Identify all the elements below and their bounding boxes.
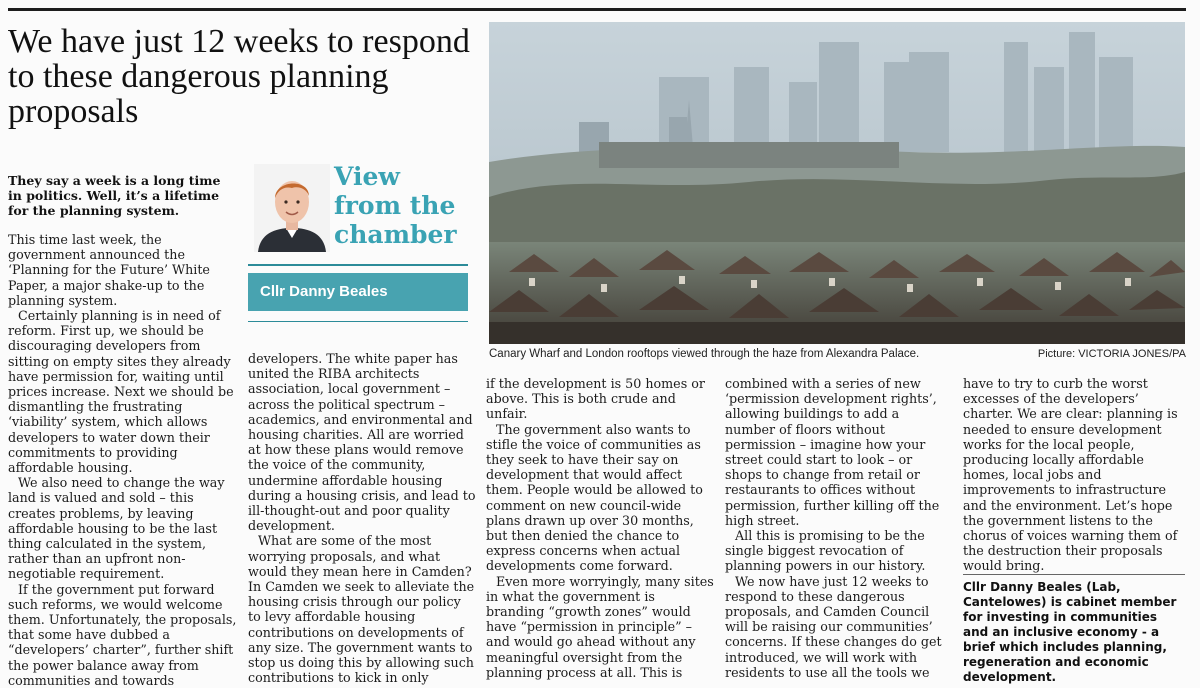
paragraph: What are some of the most worrying proposals, and what would they mean here in Camden? In Camden we seek to alleviate the housing crisis through our policy to levy affordable housing contributions on developments of any size. The government wants to stop us doing this by allowing such contributions to kick in only bbox=[248, 533, 475, 686]
paragraph: Even more worryingly, many sites in what the government is branding “growth zones” would have “permission in principle” – and would go ahead without any meaningful oversight from the planning process at all. This is bbox=[486, 573, 714, 680]
paragraph: If the government put forward such reforms, we would welcome them. Unfortunately, the proposals, that some have dubbed a “developers’ charter”, further shift the power balance away from communities and towards bbox=[8, 581, 237, 688]
column-title-line: from the bbox=[334, 191, 456, 220]
london-skyline-photo bbox=[489, 22, 1185, 344]
paragraph: The government also wants to stifle the voice of communities as they seek to have their say on development that would affect them. People would be allowed to comment on new council-wide plans drawn up over 30 months, but then denied the chance to express concerns when actual developments come forward. bbox=[486, 421, 703, 574]
bio-rule bbox=[963, 574, 1185, 575]
column-title-line: View bbox=[334, 162, 400, 191]
author-bio: Cllr Danny Beales (Lab, Cantelowes) is cabinet member for investing in communities and an inclusive economy - a brief which includes planning, regeneration and economic development. bbox=[963, 580, 1177, 684]
body-column-2 bbox=[248, 351, 476, 685]
body-column-5 bbox=[963, 376, 1185, 574]
top-rule bbox=[8, 8, 1186, 11]
author-byline: Cllr Danny Beales bbox=[248, 273, 468, 311]
photo-caption: Canary Wharf and London rooftops viewed through the haze from Alexandra Palace. bbox=[489, 348, 920, 360]
paragraph: combined with a series of new ‘permission development rights’, allowing buildings to add a number of floors without permission – imagine how your street could start to look – or shops to change from retail or restaurants to offices without permission, further killing off the high street. bbox=[725, 376, 940, 528]
photo-credit: Picture: VICTORIA JONES/PA bbox=[1037, 348, 1186, 360]
column-title bbox=[334, 162, 474, 249]
author-photo bbox=[254, 164, 330, 252]
paragraph: if the development is 50 homes or above. This is both crude and unfair. bbox=[486, 376, 705, 422]
article-photo bbox=[489, 22, 1185, 344]
standfirst: They say a week is a long time in politics. Well, it’s a lifetime for the planning system. bbox=[8, 173, 221, 218]
paragraph: have to try to curb the worst excesses of the developers’ charter. We are clear: planning is needed to ensure development works for the local people, producing locally affordable homes, local jobs and improvements to infrastructure and the environment. Let’s hope the government listens to the chorus of voices warning them of the destruction their proposals would bring. bbox=[963, 376, 1178, 574]
headline: We have just 12 weeks to respond to these dangerous planning proposals bbox=[8, 23, 470, 130]
column-box bbox=[248, 160, 468, 330]
column-rule bbox=[248, 321, 468, 322]
paragraph: We also need to change the way land is valued and sold – this creates problems, by leaving affordable housing to be the last thing calculated in the system, rather than an upfront non-negotiable requirement. bbox=[8, 475, 225, 582]
column-rule bbox=[248, 264, 468, 266]
column-title-line: chamber bbox=[334, 220, 457, 249]
paragraph: Certainly planning is in need of reform. First up, we should be discouraging developers from sitting on empty sites they already have permission for, waiting until prices increase. Next we should be dismantling the frustrating ‘viability’ system, which allows developers to water down their commitments to providing affordable housing. bbox=[8, 308, 234, 476]
paragraph: developers. The white paper has united the RIBA architects association, local government – across the political spectrum – academics, and environmental and housing charities. All are worried at how these plans would remove the voice of the community, undermine affordable housing during a housing crisis, and lead to ill-thought-out and poor quality development. bbox=[248, 351, 476, 534]
paragraph: All this is promising to be the single biggest revocation of planning powers in our history. bbox=[725, 528, 926, 574]
body-column-1 bbox=[8, 232, 240, 688]
paragraph: We now have just 12 weeks to respond to these dangerous proposals, and Camden Council will be raising our communities’ concerns. If these changes do get introduced, we will work with residents to use all the tools we bbox=[725, 573, 942, 680]
paragraph: This time last week, the government announced the ‘Planning for the Future’ White Paper, a major shake-up to the planning system. bbox=[8, 232, 210, 308]
body-column-3 bbox=[486, 376, 714, 680]
body-column-4 bbox=[725, 376, 953, 680]
